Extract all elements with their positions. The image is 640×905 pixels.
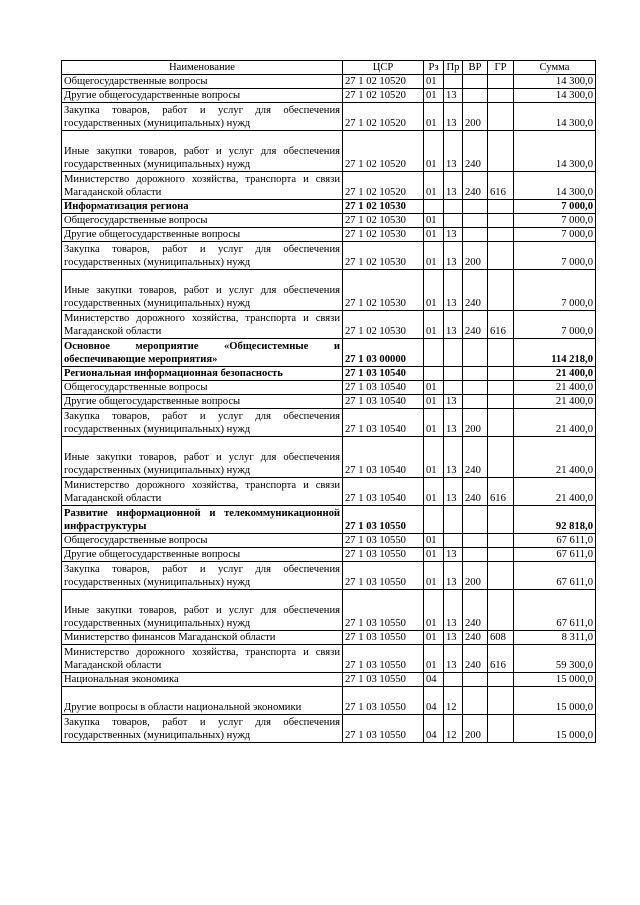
cell-gr: [488, 687, 514, 715]
cell-csr: 27 1 03 10550: [343, 506, 424, 534]
table-row: [62, 715, 596, 743]
table-row: [62, 242, 596, 270]
cell-sum: 114 218,0: [514, 339, 596, 367]
cell-rz: 04: [424, 715, 444, 743]
cell-vr: [463, 339, 488, 367]
cell-sum: 92 818,0: [514, 506, 596, 534]
cell-csr: 27 1 03 10540: [343, 409, 424, 437]
cell-rz: 01: [424, 534, 444, 548]
cell-pr: 13: [444, 631, 463, 645]
cell-vr: 200: [463, 715, 488, 743]
cell-rz: 01: [424, 242, 444, 270]
cell-pr: 13: [444, 311, 463, 339]
cell-gr: [488, 409, 514, 437]
cell-name: Другие вопросы в области национальной экономики: [62, 687, 343, 715]
cell-name: Закупка товаров, работ и услуг для обеспечения государственных (муниципальных) нужд: [62, 715, 343, 743]
cell-pr: 13: [444, 395, 463, 409]
table-row: [62, 590, 596, 631]
cell-rz: 01: [424, 478, 444, 506]
cell-pr: [444, 534, 463, 548]
cell-pr: [444, 673, 463, 687]
cell-rz: 01: [424, 89, 444, 103]
cell-sum: 8 311,0: [514, 631, 596, 645]
cell-rz: 01: [424, 645, 444, 673]
cell-csr: 27 1 02 10530: [343, 270, 424, 311]
table-row: [62, 687, 596, 715]
cell-sum: 59 300,0: [514, 645, 596, 673]
cell-vr: [463, 200, 488, 214]
table-row: [62, 131, 596, 172]
table-row: [62, 395, 596, 409]
cell-name: Закупка товаров, работ и услуг для обеспечения государственных (муниципальных) нужд: [62, 103, 343, 131]
cell-vr: 240: [463, 270, 488, 311]
cell-gr: [488, 339, 514, 367]
cell-sum: 14 300,0: [514, 75, 596, 89]
cell-sum: 67 611,0: [514, 562, 596, 590]
cell-gr: [488, 89, 514, 103]
cell-gr: [488, 242, 514, 270]
cell-csr: 27 1 03 10550: [343, 715, 424, 743]
cell-pr: 13: [444, 645, 463, 673]
cell-csr: 27 1 03 10550: [343, 562, 424, 590]
cell-csr: 27 1 03 10550: [343, 673, 424, 687]
cell-vr: [463, 214, 488, 228]
cell-rz: [424, 506, 444, 534]
table-row: [62, 548, 596, 562]
cell-vr: [463, 548, 488, 562]
cell-rz: 01: [424, 103, 444, 131]
table-row: [62, 478, 596, 506]
table-row: [62, 409, 596, 437]
header-vr: ВР: [463, 61, 488, 75]
header-name: Наименование: [62, 61, 343, 75]
table-row: [62, 103, 596, 131]
cell-sum: 21 400,0: [514, 381, 596, 395]
cell-gr: 616: [488, 645, 514, 673]
cell-rz: 01: [424, 311, 444, 339]
cell-pr: [444, 75, 463, 89]
cell-rz: 01: [424, 228, 444, 242]
cell-sum: 21 400,0: [514, 395, 596, 409]
cell-rz: 01: [424, 270, 444, 311]
cell-rz: 01: [424, 590, 444, 631]
table-row: [62, 562, 596, 590]
cell-vr: 200: [463, 103, 488, 131]
cell-csr: 27 1 03 10540: [343, 395, 424, 409]
header-rz: Рз: [424, 61, 444, 75]
cell-csr: 27 1 02 10520: [343, 75, 424, 89]
cell-gr: [488, 590, 514, 631]
cell-name: Министерство дорожного хозяйства, транспорта и связи Магаданской области: [62, 172, 343, 200]
cell-csr: 27 1 03 10550: [343, 631, 424, 645]
cell-csr: 27 1 02 10530: [343, 228, 424, 242]
cell-name: Информатизация региона: [62, 200, 343, 214]
cell-rz: 01: [424, 214, 444, 228]
cell-rz: 01: [424, 409, 444, 437]
cell-pr: [444, 200, 463, 214]
cell-vr: [463, 673, 488, 687]
cell-csr: 27 1 03 10540: [343, 478, 424, 506]
cell-gr: [488, 437, 514, 478]
cell-pr: 13: [444, 437, 463, 478]
cell-gr: [488, 367, 514, 381]
cell-pr: [444, 367, 463, 381]
cell-vr: 240: [463, 478, 488, 506]
table-body: [62, 75, 596, 743]
cell-name: Общегосударственные вопросы: [62, 381, 343, 395]
cell-sum: 15 000,0: [514, 687, 596, 715]
cell-name: Министерство дорожного хозяйства, транспорта и связи Магаданской области: [62, 478, 343, 506]
cell-pr: 13: [444, 242, 463, 270]
cell-sum: 67 611,0: [514, 548, 596, 562]
table-row: [62, 311, 596, 339]
table-row: [62, 645, 596, 673]
cell-vr: [463, 228, 488, 242]
cell-sum: 14 300,0: [514, 172, 596, 200]
table-row: [62, 381, 596, 395]
cell-vr: 240: [463, 172, 488, 200]
cell-gr: [488, 381, 514, 395]
cell-pr: 13: [444, 103, 463, 131]
cell-sum: 15 000,0: [514, 715, 596, 743]
cell-gr: 608: [488, 631, 514, 645]
budget-table: [61, 60, 596, 743]
cell-vr: [463, 687, 488, 715]
cell-csr: 27 1 02 10520: [343, 89, 424, 103]
cell-csr: 27 1 03 10540: [343, 367, 424, 381]
cell-name: Министерство дорожного хозяйства, транспорта и связи Магаданской области: [62, 311, 343, 339]
cell-gr: [488, 548, 514, 562]
header-sum: Сумма: [514, 61, 596, 75]
cell-rz: 01: [424, 381, 444, 395]
cell-rz: 01: [424, 631, 444, 645]
cell-vr: [463, 534, 488, 548]
cell-sum: 14 300,0: [514, 131, 596, 172]
cell-name: Другие общегосударственные вопросы: [62, 548, 343, 562]
cell-pr: [444, 214, 463, 228]
table-row: [62, 200, 596, 214]
cell-vr: 200: [463, 242, 488, 270]
cell-name: Иные закупки товаров, работ и услуг для обеспечения государственных (муниципальных) нужд: [62, 131, 343, 172]
cell-vr: 200: [463, 409, 488, 437]
cell-vr: [463, 506, 488, 534]
cell-vr: 240: [463, 437, 488, 478]
cell-rz: 01: [424, 562, 444, 590]
table-row: [62, 339, 596, 367]
cell-sum: 21 400,0: [514, 409, 596, 437]
cell-gr: [488, 562, 514, 590]
cell-rz: [424, 367, 444, 381]
cell-pr: 13: [444, 270, 463, 311]
cell-gr: [488, 673, 514, 687]
table-row: [62, 506, 596, 534]
cell-sum: 7 000,0: [514, 311, 596, 339]
cell-gr: [488, 534, 514, 548]
cell-csr: 27 1 02 10530: [343, 200, 424, 214]
cell-name: Иные закупки товаров, работ и услуг для обеспечения государственных (муниципальных) нужд: [62, 270, 343, 311]
cell-name: Другие общегосударственные вопросы: [62, 228, 343, 242]
cell-pr: 12: [444, 687, 463, 715]
table-row: [62, 534, 596, 548]
cell-sum: 7 000,0: [514, 270, 596, 311]
table-row: [62, 172, 596, 200]
cell-csr: 27 1 03 10550: [343, 645, 424, 673]
cell-csr: 27 1 02 10520: [343, 131, 424, 172]
cell-sum: 21 400,0: [514, 478, 596, 506]
cell-name: Закупка товаров, работ и услуг для обеспечения государственных (муниципальных) нужд: [62, 242, 343, 270]
cell-pr: 13: [444, 228, 463, 242]
cell-pr: 13: [444, 172, 463, 200]
cell-sum: 14 300,0: [514, 89, 596, 103]
cell-csr: 27 1 02 10530: [343, 214, 424, 228]
table-row: [62, 75, 596, 89]
cell-rz: [424, 200, 444, 214]
cell-vr: [463, 75, 488, 89]
cell-name: Министерство финансов Магаданской области: [62, 631, 343, 645]
cell-pr: 13: [444, 590, 463, 631]
cell-name: Закупка товаров, работ и услуг для обеспечения государственных (муниципальных) нужд: [62, 562, 343, 590]
cell-pr: [444, 506, 463, 534]
cell-vr: [463, 367, 488, 381]
cell-vr: 240: [463, 590, 488, 631]
cell-gr: [488, 200, 514, 214]
cell-name: Иные закупки товаров, работ и услуг для обеспечения государственных (муниципальных) нужд: [62, 437, 343, 478]
cell-name: Другие общегосударственные вопросы: [62, 89, 343, 103]
cell-name: Министерство дорожного хозяйства, транспорта и связи Магаданской области: [62, 645, 343, 673]
cell-pr: 13: [444, 409, 463, 437]
cell-gr: [488, 75, 514, 89]
cell-name: Основное мероприятие «Общесистемные и обеспечивающие мероприятия»: [62, 339, 343, 367]
cell-name: Национальная экономика: [62, 673, 343, 687]
cell-vr: 240: [463, 631, 488, 645]
cell-gr: [488, 715, 514, 743]
cell-sum: 7 000,0: [514, 242, 596, 270]
header-csr: ЦСР: [343, 61, 424, 75]
cell-sum: 21 400,0: [514, 437, 596, 478]
cell-pr: 13: [444, 478, 463, 506]
cell-sum: 7 000,0: [514, 214, 596, 228]
cell-pr: 13: [444, 131, 463, 172]
header-row: [62, 61, 596, 75]
table-row: [62, 214, 596, 228]
cell-gr: 616: [488, 478, 514, 506]
cell-name: Общегосударственные вопросы: [62, 214, 343, 228]
cell-gr: [488, 395, 514, 409]
cell-rz: 01: [424, 395, 444, 409]
cell-gr: [488, 270, 514, 311]
cell-csr: 27 1 03 10550: [343, 534, 424, 548]
cell-csr: 27 1 03 10550: [343, 548, 424, 562]
cell-sum: 7 000,0: [514, 228, 596, 242]
cell-sum: 7 000,0: [514, 200, 596, 214]
header-pr: Пр: [444, 61, 463, 75]
cell-sum: 15 000,0: [514, 673, 596, 687]
cell-csr: 27 1 03 10540: [343, 381, 424, 395]
cell-rz: 01: [424, 172, 444, 200]
cell-name: Закупка товаров, работ и услуг для обеспечения государственных (муниципальных) нужд: [62, 409, 343, 437]
table-row: [62, 673, 596, 687]
cell-pr: 13: [444, 562, 463, 590]
cell-gr: 616: [488, 172, 514, 200]
cell-vr: 240: [463, 645, 488, 673]
cell-gr: [488, 131, 514, 172]
cell-vr: 200: [463, 562, 488, 590]
cell-sum: 67 611,0: [514, 590, 596, 631]
cell-csr: 27 1 03 10550: [343, 590, 424, 631]
cell-gr: [488, 506, 514, 534]
header-gr: ГР: [488, 61, 514, 75]
cell-csr: 27 1 02 10530: [343, 242, 424, 270]
cell-pr: [444, 381, 463, 395]
cell-rz: [424, 339, 444, 367]
cell-gr: [488, 214, 514, 228]
cell-rz: 01: [424, 437, 444, 478]
cell-gr: [488, 228, 514, 242]
cell-rz: 01: [424, 131, 444, 172]
cell-vr: [463, 381, 488, 395]
cell-rz: 04: [424, 687, 444, 715]
cell-sum: 21 400,0: [514, 367, 596, 381]
cell-name: Общегосударственные вопросы: [62, 534, 343, 548]
cell-vr: 240: [463, 131, 488, 172]
cell-csr: 27 1 02 10520: [343, 103, 424, 131]
cell-csr: 27 1 02 10520: [343, 172, 424, 200]
table-row: [62, 631, 596, 645]
cell-name: Общегосударственные вопросы: [62, 75, 343, 89]
cell-pr: 13: [444, 548, 463, 562]
cell-csr: 27 1 03 10540: [343, 437, 424, 478]
cell-pr: 12: [444, 715, 463, 743]
cell-csr: 27 1 03 10550: [343, 687, 424, 715]
cell-name: Развитие информационной и телекоммуникационной инфраструктуры: [62, 506, 343, 534]
cell-vr: [463, 395, 488, 409]
table-row: [62, 270, 596, 311]
table-row: [62, 367, 596, 381]
cell-gr: [488, 103, 514, 131]
cell-name: Региональная информационная безопасность: [62, 367, 343, 381]
cell-rz: 04: [424, 673, 444, 687]
cell-vr: [463, 89, 488, 103]
cell-pr: [444, 339, 463, 367]
table-row: [62, 89, 596, 103]
cell-pr: 13: [444, 89, 463, 103]
cell-name: Другие общегосударственные вопросы: [62, 395, 343, 409]
table-row: [62, 228, 596, 242]
cell-vr: 240: [463, 311, 488, 339]
cell-csr: 27 1 03 00000: [343, 339, 424, 367]
cell-sum: 14 300,0: [514, 103, 596, 131]
cell-rz: 01: [424, 548, 444, 562]
cell-sum: 67 611,0: [514, 534, 596, 548]
table-row: [62, 437, 596, 478]
cell-gr: 616: [488, 311, 514, 339]
cell-name: Иные закупки товаров, работ и услуг для обеспечения государственных (муниципальных) нужд: [62, 590, 343, 631]
cell-csr: 27 1 02 10530: [343, 311, 424, 339]
cell-rz: 01: [424, 75, 444, 89]
